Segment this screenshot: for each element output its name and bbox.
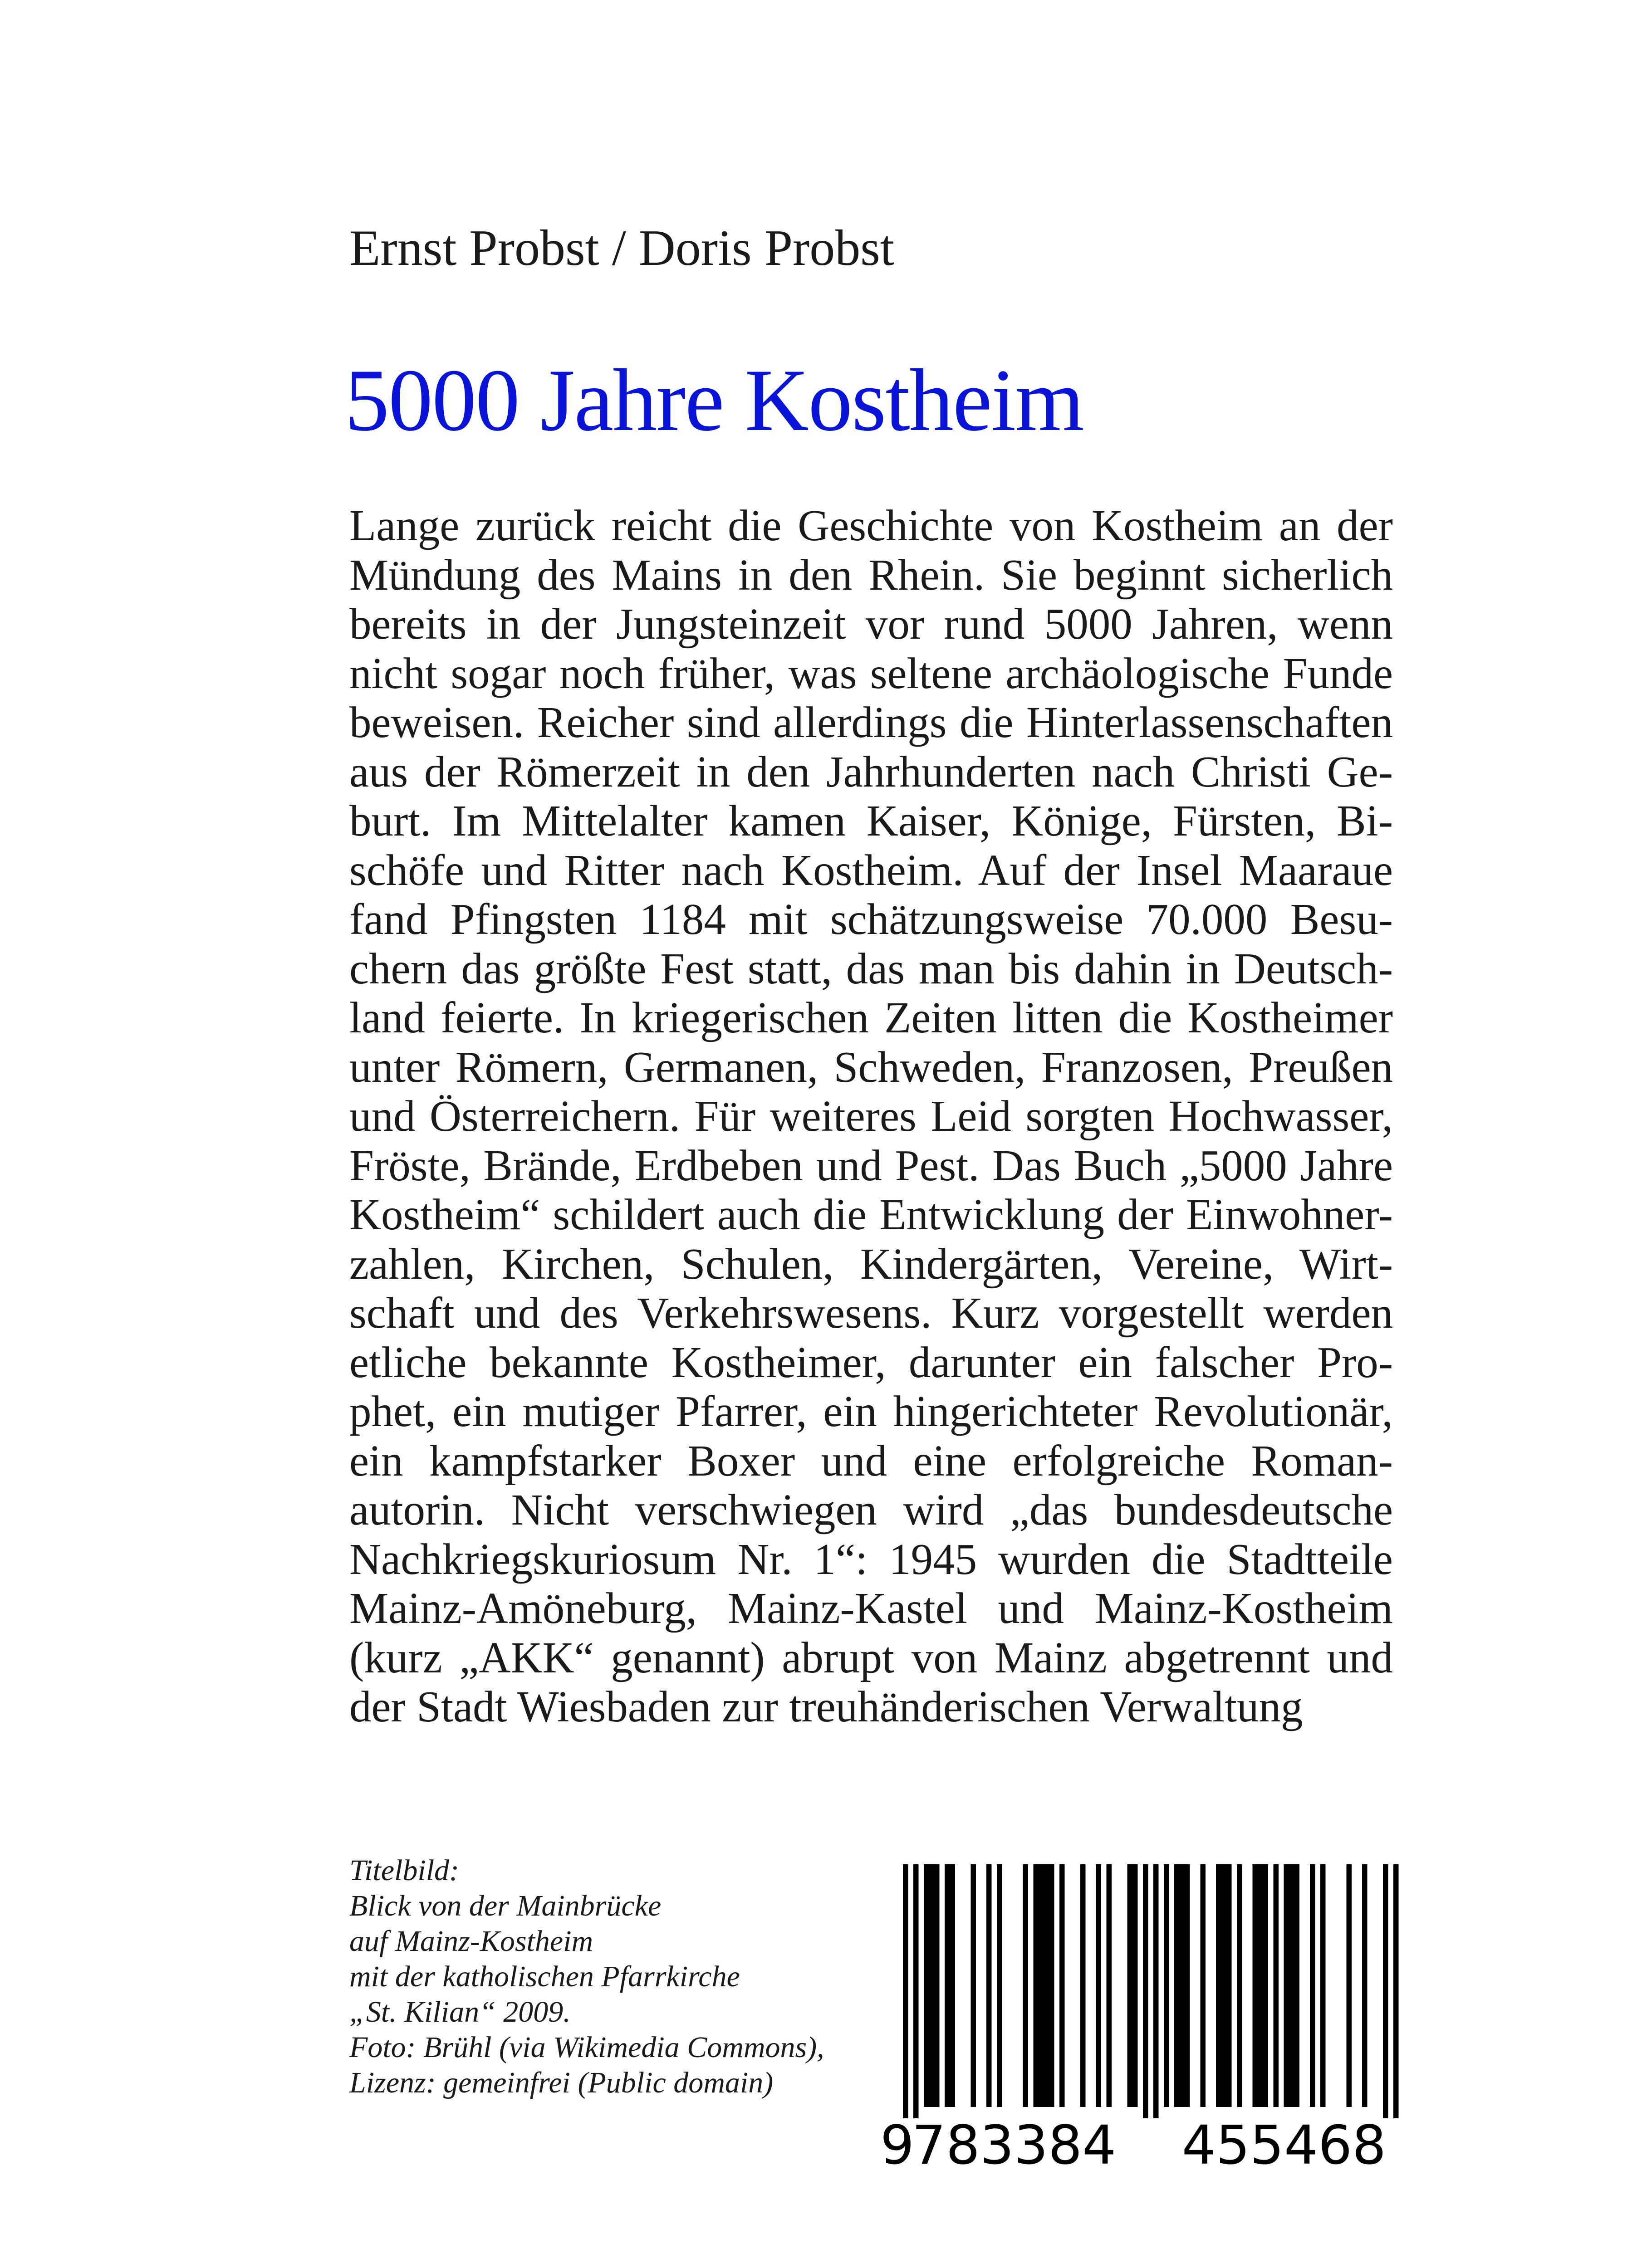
blurb-line: beweisen. Reicher sind allerdings die Hinterlassenschaften (349, 698, 1393, 747)
caption-heading: Titelbild: (349, 1854, 460, 1887)
barcode-graphic (871, 1864, 1434, 2173)
barcode-bar (1023, 1864, 1029, 2107)
barcode-bar (1347, 1864, 1352, 2107)
caption-line: auf Mainz-Kostheim (349, 1925, 593, 1958)
barcode-digits-left: 783384 (912, 2114, 1117, 2173)
blurb-line: zahlen, Kirchen, Schulen, Kindergärten, Vereine, Wirt- (349, 1239, 1393, 1288)
blurb-line: Kostheim“ schildert auch die Entwicklung der Einwohner- (349, 1190, 1393, 1239)
isbn-barcode (871, 1864, 1434, 2173)
author-names: Ernst Probst / Doris Probst (349, 220, 894, 276)
blurb-line: aus der Römerzeit in den Jahrhunderten nach Christi Ge- (349, 747, 1393, 796)
barcode-bar (1034, 1864, 1054, 2107)
barcode-bar (1153, 1864, 1159, 2118)
blurb-line: nicht sogar noch früher, was seltene archäologische Funde (349, 649, 1393, 698)
blurb-line: und Österreichern. Für weiteres Leid sorgten Hochwasser, (349, 1092, 1393, 1140)
caption-line: mit der katholischen Pfarrkirche (349, 1960, 740, 1993)
barcode-bar (1383, 1864, 1388, 2118)
barcode-bar (1174, 1864, 1190, 2107)
barcode-bar (1080, 1864, 1086, 2107)
barcode-bar (1164, 1864, 1169, 2107)
caption-line: Lizenz: gemeinfrei (Public domain) (349, 2066, 774, 2099)
barcode-bar (986, 1864, 992, 2107)
barcode-bar (1362, 1864, 1368, 2107)
blurb-text (349, 501, 1393, 1762)
blurb-line: bereits in der Jungsteinzeit vor rund 5000 Jahren, wenn (349, 600, 1393, 648)
barcode-bar (945, 1864, 955, 2107)
caption-line: „St. Kilian“ 2009. (349, 1995, 571, 2028)
blurb-line: schaft und des Verkehrswesens. Kurz vorgestellt werden (349, 1289, 1393, 1337)
blurb-line: chern das größte Fest statt, das man bis dahin in Deutsch- (349, 944, 1393, 993)
barcode-bar (1059, 1864, 1065, 2107)
caption-line: Foto: Brühl (via Wikimedia Commons), (349, 2031, 824, 2064)
barcode-bar (1201, 1864, 1206, 2107)
barcode-bar (1237, 1864, 1242, 2107)
blurb-line: phet, ein mutiger Pfarrer, ein hingerichteter Revolutionär, (349, 1387, 1393, 1436)
barcode-bar (1096, 1864, 1102, 2107)
blurb-line: burt. Im Mittelalter kamen Kaiser, Könige, Fürsten, Bi- (349, 797, 1393, 845)
barcode-bar (1107, 1864, 1112, 2107)
blurb-line: fand Pfingsten 1184 mit schätzungsweise 70.000 Besu- (349, 895, 1393, 943)
barcode-bar (1393, 1864, 1399, 2118)
blurb-line: Fröste, Brände, Erdbeben und Pest. Das Buch „5000 Jahre (349, 1141, 1393, 1190)
barcode-bar (903, 1864, 908, 2118)
barcode-bar (1253, 1864, 1269, 2107)
barcode-bars (903, 1864, 1399, 2118)
blurb-line: Mainz-Amöneburg, Mainz-Kastel und Mainz-Kostheim (349, 1584, 1393, 1633)
barcode-bar (913, 1864, 919, 2118)
barcode-bar (924, 1864, 940, 2107)
barcode-digit-first: 9 (880, 2114, 915, 2173)
blurb-line: autorin. Nicht verschwiegen wird „das bundesdeutsche (349, 1486, 1393, 1534)
barcode-digits (880, 2114, 1386, 2173)
blurb-line: Lange zurück reicht die Geschichte von Kostheim an der (349, 501, 1393, 550)
barcode-bar (1284, 1864, 1300, 2107)
barcode-bar (971, 1864, 976, 2107)
barcode-bar (1320, 1864, 1326, 2107)
barcode-bar (1310, 1864, 1315, 2107)
book-title: 5000 Jahre Kostheim (345, 351, 1083, 450)
barcode-bar (1274, 1864, 1279, 2107)
blurb-line: unter Römern, Germanen, Schweden, Franzosen, Preußen (349, 1042, 1393, 1091)
blurb-line: schöfe und Ritter nach Kostheim. Auf der Insel Maaraue (349, 846, 1393, 894)
barcode-digits-right: 455468 (1181, 2114, 1387, 2173)
barcode-bar (1143, 1864, 1148, 2118)
blurb-line: etliche bekannte Kostheimer, darunter ein falscher Pro- (349, 1338, 1393, 1387)
blurb-line: ein kampfstarker Boxer und eine erfolgreiche Roman- (349, 1436, 1393, 1485)
blurb-line: (kurz „AKK“ genannt) abrupt von Mainz abgetrennt und (349, 1633, 1393, 1682)
blurb-line: land feierte. In kriegerischen Zeiten litten die Kostheimer (349, 993, 1393, 1042)
barcode-bar (997, 1864, 1002, 2107)
barcode-bar (1216, 1864, 1232, 2107)
cover-image-caption (349, 1853, 894, 2101)
barcode-bar (1127, 1864, 1138, 2107)
blurb-line: Mündung des Mains in den Rhein. Sie beginnt sicherlich (349, 550, 1393, 599)
caption-line: Blick von der Mainbrücke (349, 1889, 662, 1922)
blurb-line: der Stadt Wiesbaden zur treuhänderischen Verwaltung (349, 1682, 1303, 1731)
blurb-line: Nachkriegskuriosum Nr. 1“: 1945 wurden die Stadtteile (349, 1535, 1393, 1584)
